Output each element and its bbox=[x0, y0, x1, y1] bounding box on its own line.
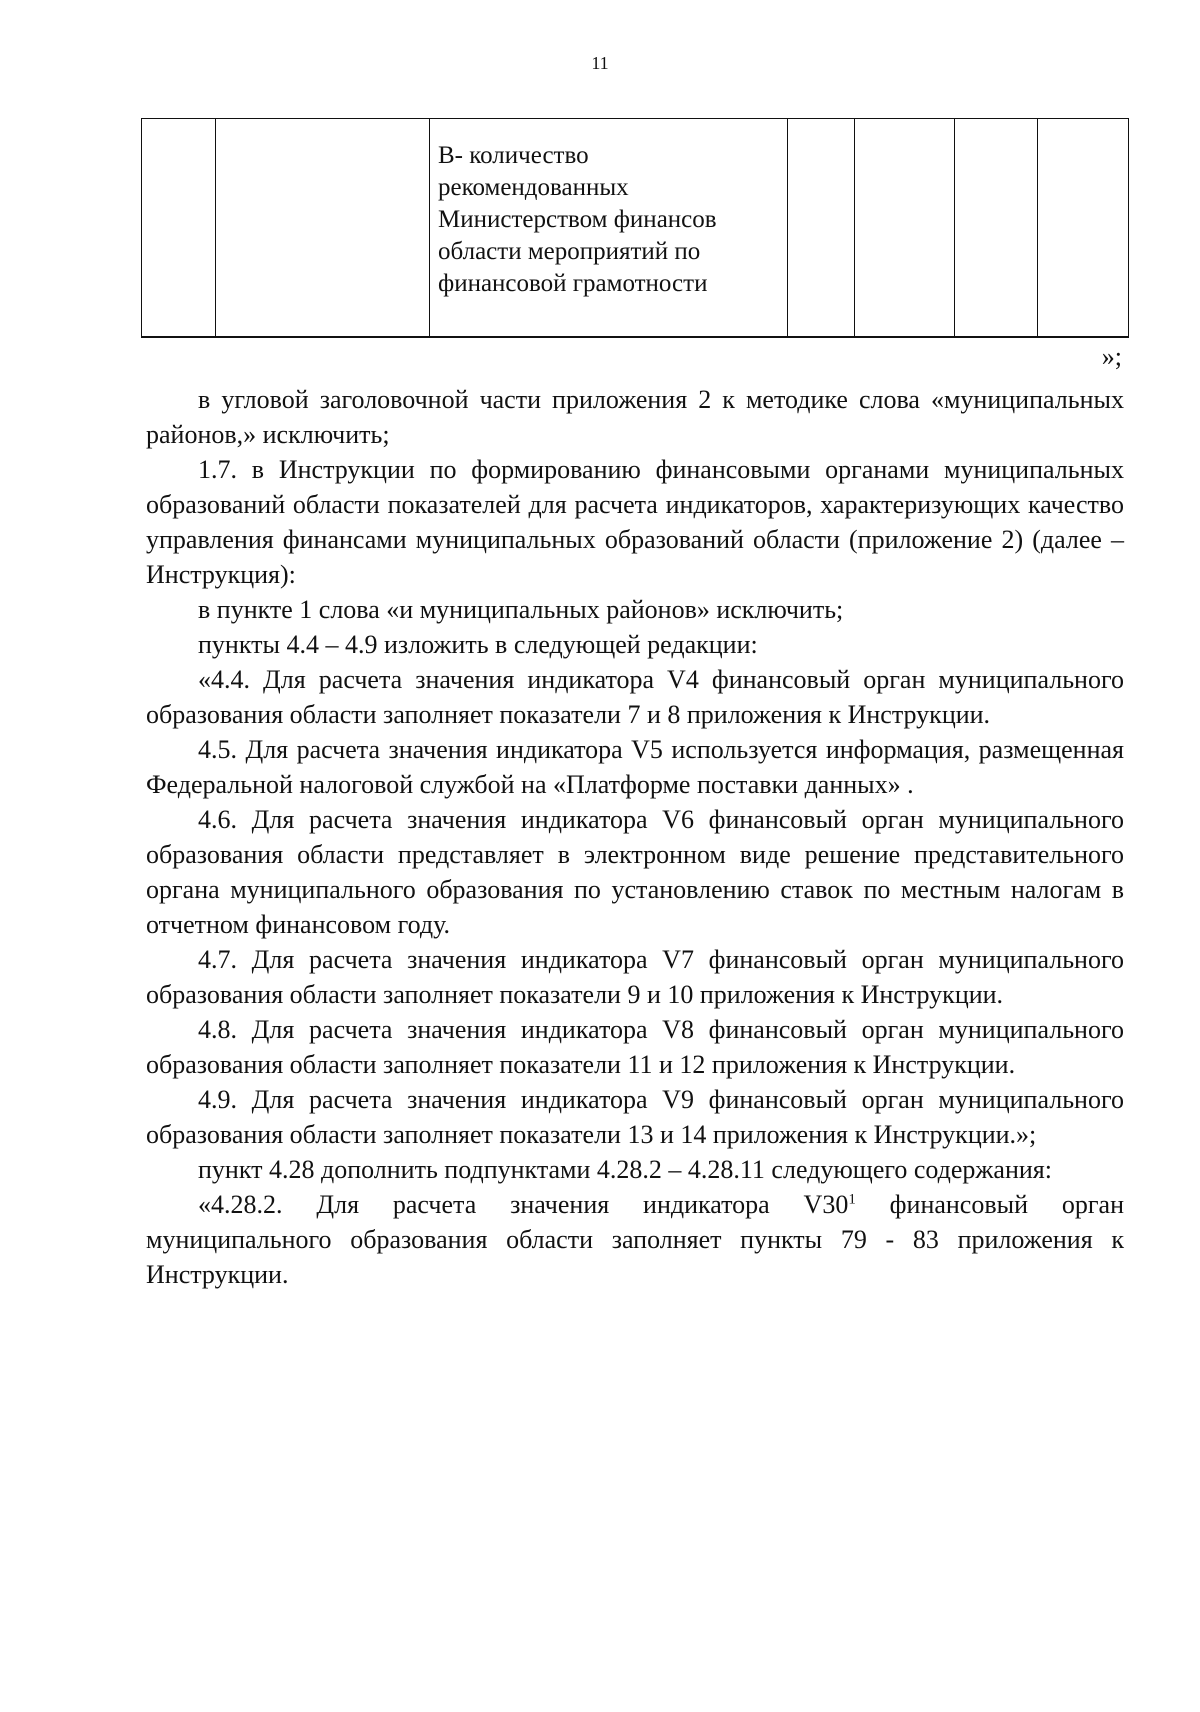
paragraph-4-28-addition: пункт 4.28 дополнить подпунктами 4.28.2 – 4.28.11 следующего содержания: bbox=[198, 1155, 1052, 1184]
paragraph-4-7: 4.7. Для расчета значения индикатора V7 финансовый орган муниципального образования области заполняет показатели 9 и 10 приложения к Инструкции. bbox=[146, 945, 1124, 1009]
paragraph-4-28-2 bbox=[146, 1187, 1124, 1292]
closing-quote: »; bbox=[1101, 342, 1122, 371]
table-cell-empty bbox=[955, 119, 1038, 338]
table-row bbox=[142, 119, 1129, 338]
paragraph-4-8: 4.8. Для расчета значения индикатора V8 финансовый орган муниципального образования области заполняет показатели 11 и 12 приложения к Инструкции. bbox=[146, 1015, 1124, 1079]
description-line: Министерством финансов bbox=[438, 206, 717, 233]
indicator-table-fragment bbox=[141, 118, 1129, 338]
paragraph-4-6: 4.6. Для расчета значения индикатора V6 финансовый орган муниципального образования области представляет в электронном виде решение представительного органа муниципального образования по установлению ставок по местным налогам в отчетном финансовом году. bbox=[146, 805, 1124, 939]
table-cell-description bbox=[430, 119, 788, 338]
table-cell-empty bbox=[142, 119, 216, 338]
paragraph-title-block-change: в угловой заголовочной части приложения 2 к методике слова «муниципальных районов,» исключить; bbox=[146, 385, 1124, 449]
table-cell-empty bbox=[788, 119, 855, 338]
description-line: рекомендованных bbox=[438, 174, 629, 201]
paragraph-1-7: 1.7. в Инструкции по формированию финансовыми органами муниципальных образований области показателей для расчета индикаторов, характеризующих качество управления финансами муниципальных образований области (приложение 2) (далее – Инструкция): bbox=[146, 455, 1124, 589]
paragraph-4-5: 4.5. Для расчета значения индикатора V5 используется информация, размещенная Федеральной налоговой службой на «Платформе поставки данных» . bbox=[146, 735, 1124, 799]
description-line: финансовой грамотности bbox=[438, 270, 708, 297]
table-cell-empty bbox=[1038, 119, 1129, 338]
table-cell-empty bbox=[216, 119, 430, 338]
table-cell-empty bbox=[855, 119, 955, 338]
superscript-1: 1 bbox=[848, 1191, 856, 1208]
paragraph-points-4-4-4-9: пункты 4.4 – 4.9 изложить в следующей редакции: bbox=[198, 630, 758, 659]
description-line: области мероприятий по bbox=[438, 238, 701, 265]
paragraph-point-1: в пункте 1 слова «и муниципальных районов» исключить; bbox=[198, 595, 844, 624]
page-number: 11 bbox=[591, 53, 609, 73]
paragraph-4-28-2-end: финансовый орган муниципального образования области заполняет пункты 79 - 83 приложения к Инструкции. bbox=[146, 1190, 1124, 1289]
paragraph-4-9: 4.9. Для расчета значения индикатора V9 финансовый орган муниципального образования области заполняет показатели 13 и 14 приложения к Инструкции.»; bbox=[146, 1085, 1124, 1149]
paragraph-4-4: «4.4. Для расчета значения индикатора V4 финансовый орган муниципального образования области заполняет показатели 7 и 8 приложения к Инструкции. bbox=[146, 665, 1124, 729]
paragraph-4-28-2-start: «4.28.2. Для расчета значения индикатора V30 bbox=[198, 1190, 849, 1219]
document-body bbox=[146, 382, 1124, 1292]
description-line: В- количество bbox=[438, 142, 589, 169]
